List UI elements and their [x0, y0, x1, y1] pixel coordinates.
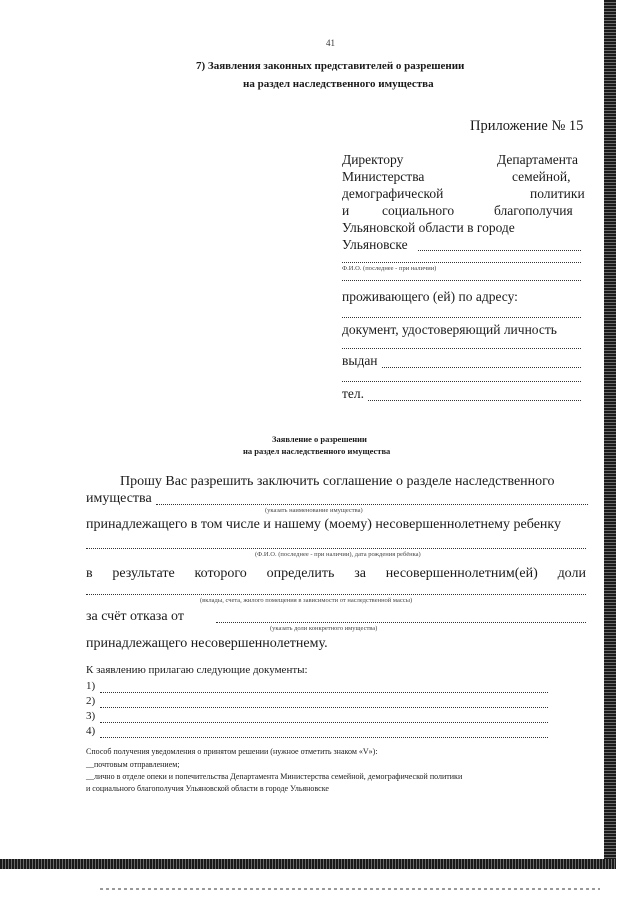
section-heading-line2: на раздел наследственного имущества	[243, 78, 434, 90]
addressee-line1-right: Департамента	[497, 152, 579, 167]
delivery-option-post-label: почтовым отправлением;	[94, 760, 180, 769]
delivery-option-personal-label: лично в отделе опеки и попечительства Департамента Министерства семейной, демографической политики	[94, 772, 463, 781]
delivery-option-personal-cont: и социального благополучия Ульяновской области в городе Ульяновске	[86, 784, 329, 793]
section-heading-line1: 7) Заявления законных представителей о разрешении	[196, 60, 465, 72]
waiver-caption: (указать доли конкретного имущества)	[270, 625, 378, 632]
shares-word-3: которого	[194, 566, 247, 581]
id-document-label: документ, удостоверяющий личность	[342, 322, 557, 337]
page-number: 41	[326, 38, 335, 48]
attachment-line-4	[100, 737, 548, 738]
statement-title-line1: Заявление о разрешении	[272, 434, 367, 444]
attachment-item-1: 1)	[86, 680, 96, 692]
page-edge-shadow-bottom	[0, 859, 616, 869]
residing-label: проживающего (ей) по адресу:	[342, 289, 518, 304]
id-document-line	[342, 348, 581, 349]
addressee-line2-left: Министерства	[342, 169, 425, 184]
addressee-line1-left: Директору	[342, 152, 404, 167]
address-line	[342, 317, 581, 318]
property-caption: (указать наименование имущества)	[265, 507, 363, 514]
waiver-line	[216, 622, 586, 623]
addressee-line3-right: политики	[530, 186, 585, 201]
attachment-line-3	[100, 722, 548, 723]
attachment-item-2: 2)	[86, 695, 96, 707]
attachments-intro: К заявлению прилагаю следующие документы:	[86, 664, 308, 676]
phone-label: тел.	[342, 386, 365, 401]
delivery-intro: Способ получения уведомления о принятом решении (нужное отметить знаком «V»):	[86, 747, 378, 756]
addressee-city-line	[418, 250, 581, 251]
faint-bottom-edge	[100, 888, 600, 890]
property-line	[156, 504, 588, 505]
shares-word-2: результате	[112, 566, 175, 581]
page-edge-shadow-right	[604, 0, 616, 865]
addressee-line4-b: социального	[382, 203, 455, 218]
attachment-item-3: 3)	[86, 710, 96, 722]
addressee-line6: Ульяновске	[342, 237, 408, 252]
addressee-line5: Ульяновской области в городе	[342, 220, 515, 235]
waiver-label: за счёт отказа от	[86, 609, 184, 624]
addressee-line4-a: и	[342, 203, 350, 218]
child-caption: (Ф.И.О. (последнее - при наличии), дата рождения ребёнка)	[255, 551, 421, 558]
statement-title-line2: на раздел наследственного имущества	[243, 446, 391, 456]
shares-word-7: доли	[557, 566, 586, 581]
attachment-item-4: 4)	[86, 725, 96, 737]
shares-line	[86, 566, 586, 582]
fio-line-2	[342, 280, 581, 281]
shares-caption: (вклады, счета, жилого помещения в зависимости от наследственной массы)	[200, 597, 413, 604]
issued-label: выдан	[342, 353, 378, 368]
attachment-line-2	[100, 707, 548, 708]
shares-word-5: за	[354, 566, 366, 581]
delivery-option-post: __почтовым отправлением;	[86, 760, 180, 769]
shares-word-1: в	[86, 566, 93, 581]
minor-belonging-line: принадлежащего несовершеннолетнему.	[86, 636, 328, 651]
shares-word-4: определить	[266, 566, 335, 581]
request-paragraph-line2: имущества	[86, 491, 152, 506]
issued-line	[382, 367, 581, 368]
phone-line	[368, 400, 581, 401]
child-line	[86, 548, 586, 549]
fio-caption: Ф.И.О. (последнее - при наличии)	[342, 265, 437, 272]
belonging-line: принадлежащего в том числе и нашему (моему) несовершеннолетнему ребенку	[86, 517, 562, 532]
addressee-line3-left: демографической	[342, 186, 444, 201]
shares-line-blank	[86, 594, 586, 595]
addressee-line2-right: семейной,	[512, 169, 571, 184]
addressee-line4-c: благополучия	[494, 203, 573, 218]
shares-word-6: несовершеннолетним(ей)	[385, 566, 538, 581]
delivery-option-personal: __лично в отделе опеки и попечительства Департамента Министерства семейной, демографической политики	[86, 772, 463, 781]
issued-line-2	[342, 381, 581, 382]
attachment-line-1	[100, 692, 548, 693]
appendix-label: Приложение № 15	[470, 118, 584, 134]
fio-line	[342, 262, 581, 263]
request-paragraph-line1: Прошу Вас разрешить заключить соглашение о разделе наследственного	[120, 474, 555, 489]
